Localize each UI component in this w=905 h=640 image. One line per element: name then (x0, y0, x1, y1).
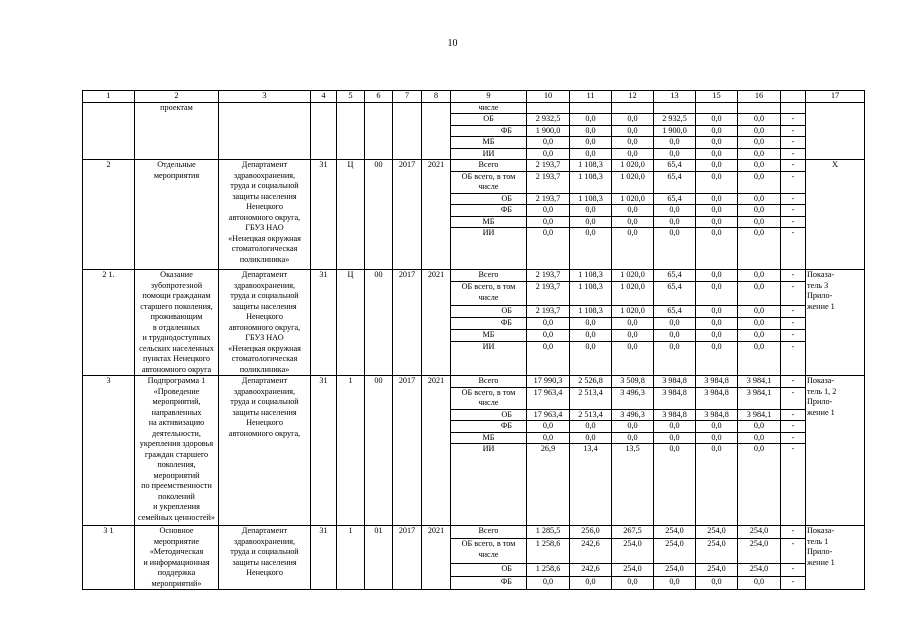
table-row (83, 270, 865, 282)
cell-source-label: ОБ (451, 409, 527, 421)
cell-source-label: ИИ (451, 444, 527, 526)
cell-dash: - (781, 342, 806, 376)
cell-value: 0,0 (570, 137, 612, 149)
cell-dash: - (781, 329, 806, 341)
cell-value: 0,0 (696, 576, 738, 589)
cell-source-label: ФБ (451, 205, 527, 217)
cell-executor: Департамент здравоохранения, труда и социальной защиты населения Ненецкого автономного округа, ГБУЗ НАО «Ненецкая окружная стоматологическая поликлиника» (219, 160, 311, 270)
cell-dash (781, 102, 806, 114)
cell-value: 1 020,0 (612, 193, 654, 205)
cell-value: 0,0 (738, 171, 781, 193)
cell-value: 0,0 (654, 432, 696, 444)
cell-value: 17 963,4 (527, 387, 570, 409)
cell-source-label: МБ (451, 137, 527, 149)
cell-value: 0,0 (696, 432, 738, 444)
cell-value: 2 193,7 (527, 282, 570, 305)
cell-name: Оказание зубопротезной помощи гражданам старшего поколения, проживающим в отдаленных и труднодоступных сельских населенных пунктах Ненецкого автономного округа (135, 270, 219, 376)
cell-value: 0,0 (738, 193, 781, 205)
cell-value: 254,0 (738, 526, 781, 539)
header-cell: 6 (365, 91, 393, 103)
header-cell: 13 (654, 91, 696, 103)
cell-c7: 2017 (393, 376, 422, 526)
cell-value: 0,0 (738, 125, 781, 137)
cell-c6: 00 (365, 376, 393, 526)
cell-dash: - (781, 305, 806, 317)
cell-source-label: МБ (451, 432, 527, 444)
cell-value: 17 963,4 (527, 409, 570, 421)
cell-source-label: МБ (451, 329, 527, 341)
cell-value: 2 526,8 (570, 376, 612, 388)
table-row (83, 160, 865, 172)
cell-source-label: ФБ (451, 421, 527, 433)
cell-value: 0,0 (570, 432, 612, 444)
cell-note: Х (806, 160, 865, 270)
cell-name: Основное мероприятие «Методическая и информационная поддержка мероприятий» (135, 526, 219, 590)
cell-value: 1 020,0 (612, 282, 654, 305)
cell-value: 0,0 (570, 216, 612, 228)
cell-value: 0,0 (696, 160, 738, 172)
cell-value: 0,0 (738, 432, 781, 444)
cell-value: 242,6 (570, 563, 612, 576)
cell-value: 0,0 (654, 576, 696, 589)
cell-value: 0,0 (738, 421, 781, 433)
cell-value: 0,0 (738, 329, 781, 341)
table-row (83, 526, 865, 539)
cell-value: 0,0 (738, 305, 781, 317)
cell-value (654, 102, 696, 114)
cell-dash: - (781, 148, 806, 160)
cell-value (527, 102, 570, 114)
cell-value: 1 020,0 (612, 160, 654, 172)
header-cell (781, 91, 806, 103)
cell-value: 0,0 (612, 317, 654, 329)
cell-value: 17 990,3 (527, 376, 570, 388)
cell-value: 0,0 (612, 421, 654, 433)
cell-c4: 31 (311, 376, 337, 526)
cell-source-label: ОБ (451, 563, 527, 576)
header-cell: 4 (311, 91, 337, 103)
cell-value: 65,4 (654, 160, 696, 172)
cell-value: 0,0 (654, 444, 696, 526)
cell-value: 2 932,5 (527, 114, 570, 126)
cell-value: 0,0 (738, 137, 781, 149)
cell-value: 0,0 (696, 270, 738, 282)
cell-source-label: ОБ всего, в том числе (451, 387, 527, 409)
cell-source-label: ИИ (451, 228, 527, 270)
cell-value: 65,4 (654, 193, 696, 205)
cell-value: 0,0 (527, 576, 570, 589)
cell-value: 2 193,7 (527, 160, 570, 172)
cell-value: 3 984,8 (696, 376, 738, 388)
cell-value: 1 108,3 (570, 160, 612, 172)
cell-value: 0,0 (696, 317, 738, 329)
cell-name: проектам (135, 102, 219, 160)
cell-value: 0,0 (570, 114, 612, 126)
cell-c5: Ц (337, 270, 365, 376)
cell-value: 0,0 (654, 205, 696, 217)
header-cell: 9 (451, 91, 527, 103)
cell-c6: 01 (365, 526, 393, 590)
table-body (83, 102, 865, 590)
cell-source-label: ОБ всего, в том числе (451, 539, 527, 564)
cell-value: 0,0 (654, 329, 696, 341)
cell-value: 0,0 (654, 342, 696, 376)
cell-source-label: Всего (451, 270, 527, 282)
cell-c8: 2021 (422, 160, 451, 270)
cell-value: 0,0 (612, 228, 654, 270)
cell-value: 2 193,7 (527, 270, 570, 282)
cell-value: 254,0 (612, 539, 654, 564)
cell-value: 0,0 (696, 444, 738, 526)
cell-dash: - (781, 539, 806, 564)
cell-dash: - (781, 125, 806, 137)
cell-value: 0,0 (696, 171, 738, 193)
cell-c4 (311, 102, 337, 160)
cell-dash: - (781, 114, 806, 126)
cell-name: Подпрограмма 1 «Проведение мероприятий, направленных на активизацию деятельности, укрепления здоровья граждан старшего поколения, мероприятий по преемственности поколений и укрепления семейных ценностей» (135, 376, 219, 526)
cell-value: 0,0 (570, 342, 612, 376)
cell-value: 0,0 (738, 270, 781, 282)
cell-value: 0,0 (654, 421, 696, 433)
cell-value: 0,0 (696, 137, 738, 149)
cell-note: Показа- тель 1, 2 Прило- жение 1 (806, 376, 865, 526)
cell-source-label: ИИ (451, 342, 527, 376)
cell-num: 2 (83, 160, 135, 270)
header-cell: 7 (393, 91, 422, 103)
cell-value: 13,4 (570, 444, 612, 526)
header-cell: 5 (337, 91, 365, 103)
cell-value: 256,0 (570, 526, 612, 539)
cell-dash: - (781, 205, 806, 217)
cell-dash: - (781, 216, 806, 228)
cell-value: 1 900,0 (654, 125, 696, 137)
cell-value: 3 984,1 (738, 409, 781, 421)
cell-value: 65,4 (654, 305, 696, 317)
cell-source-label: ОБ (451, 114, 527, 126)
header-cell: 2 (135, 91, 219, 103)
cell-c7: 2017 (393, 270, 422, 376)
cell-value: 1 108,3 (570, 171, 612, 193)
cell-name: Отдельные мероприятия (135, 160, 219, 270)
cell-note: Показа- тель 1 Прило- жение 1 (806, 526, 865, 590)
cell-value: 0,0 (527, 148, 570, 160)
cell-value: 1 020,0 (612, 270, 654, 282)
header-cell: 16 (738, 91, 781, 103)
cell-value: 0,0 (696, 282, 738, 305)
cell-c4: 31 (311, 160, 337, 270)
cell-value: 0,0 (612, 205, 654, 217)
cell-source-label: ОБ (451, 305, 527, 317)
cell-value: 0,0 (738, 282, 781, 305)
cell-value: 0,0 (570, 421, 612, 433)
cell-c6 (365, 102, 393, 160)
cell-dash: - (781, 421, 806, 433)
cell-value: 254,0 (696, 539, 738, 564)
cell-source-label: МБ (451, 216, 527, 228)
cell-value: 2 193,7 (527, 171, 570, 193)
cell-value: 0,0 (527, 421, 570, 433)
header-row (83, 91, 865, 103)
cell-dash: - (781, 193, 806, 205)
cell-c5: Ц (337, 160, 365, 270)
cell-value: 65,4 (654, 171, 696, 193)
cell-dash: - (781, 376, 806, 388)
cell-c7 (393, 102, 422, 160)
cell-value: 0,0 (612, 432, 654, 444)
table-row (83, 376, 865, 388)
cell-value: 65,4 (654, 270, 696, 282)
cell-dash: - (781, 387, 806, 409)
cell-value: 0,0 (527, 137, 570, 149)
cell-num: 3 (83, 376, 135, 526)
cell-dash: - (781, 317, 806, 329)
cell-dash: - (781, 563, 806, 576)
cell-value: 0,0 (738, 228, 781, 270)
cell-c8: 2021 (422, 526, 451, 590)
cell-executor: Департамент здравоохранения, труда и социальной защиты населения Ненецкого автономного округа, (219, 376, 311, 526)
cell-source-label: ФБ (451, 576, 527, 589)
cell-value: 0,0 (696, 205, 738, 217)
table-row (83, 102, 865, 114)
cell-c8: 2021 (422, 376, 451, 526)
cell-value: 0,0 (612, 216, 654, 228)
cell-value: 0,0 (570, 148, 612, 160)
cell-value: 0,0 (570, 317, 612, 329)
cell-value: 0,0 (527, 216, 570, 228)
header-cell: 10 (527, 91, 570, 103)
cell-source-label: ОБ всего, в том числе (451, 171, 527, 193)
cell-c8 (422, 102, 451, 160)
cell-value: 1 020,0 (612, 305, 654, 317)
cell-num (83, 102, 135, 160)
cell-value: 0,0 (570, 205, 612, 217)
cell-value: 1 285,5 (527, 526, 570, 539)
cell-value: 2 513,4 (570, 409, 612, 421)
header-cell: 11 (570, 91, 612, 103)
cell-value: 0,0 (696, 125, 738, 137)
cell-value: 0,0 (527, 329, 570, 341)
cell-value: 0,0 (527, 205, 570, 217)
cell-value: 0,0 (696, 342, 738, 376)
cell-source-label: ФБ (451, 317, 527, 329)
cell-dash: - (781, 409, 806, 421)
cell-value: 65,4 (654, 282, 696, 305)
cell-value: 3 984,8 (654, 387, 696, 409)
cell-value: 3 984,8 (696, 387, 738, 409)
cell-num: 2 1. (83, 270, 135, 376)
cell-value: 0,0 (570, 228, 612, 270)
cell-c7: 2017 (393, 160, 422, 270)
cell-value: 254,0 (738, 563, 781, 576)
cell-source-label: Всего (451, 376, 527, 388)
cell-value: 254,0 (738, 539, 781, 564)
cell-dash: - (781, 137, 806, 149)
cell-value: 0,0 (738, 148, 781, 160)
cell-value: 0,0 (738, 317, 781, 329)
header-cell: 8 (422, 91, 451, 103)
cell-source-label: ИИ (451, 148, 527, 160)
cell-value: 0,0 (696, 148, 738, 160)
cell-value: 0,0 (696, 193, 738, 205)
cell-dash: - (781, 282, 806, 305)
cell-value: 0,0 (612, 148, 654, 160)
cell-value (696, 102, 738, 114)
cell-value: 0,0 (654, 216, 696, 228)
cell-dash: - (781, 160, 806, 172)
cell-executor: Департамент здравоохранения, труда и социальной защиты населения Ненецкого автономного округа, ГБУЗ НАО «Ненецкая окружная стоматологическая поликлиника» (219, 270, 311, 376)
cell-c5: 1 (337, 526, 365, 590)
header-cell: 1 (83, 91, 135, 103)
cell-value: 0,0 (738, 576, 781, 589)
cell-value: 254,0 (696, 563, 738, 576)
cell-value: 0,0 (696, 329, 738, 341)
cell-value: 0,0 (612, 137, 654, 149)
cell-value: 2 193,7 (527, 193, 570, 205)
cell-value: 1 108,3 (570, 193, 612, 205)
cell-source-label: ОБ всего, в том числе (451, 282, 527, 305)
cell-value: 1 108,3 (570, 305, 612, 317)
cell-source-label: Всего (451, 526, 527, 539)
cell-value: 3 509,8 (612, 376, 654, 388)
cell-value: 0,0 (738, 342, 781, 376)
cell-value: 13,5 (612, 444, 654, 526)
cell-value: 0,0 (570, 329, 612, 341)
cell-value: 254,0 (654, 539, 696, 564)
cell-value: 0,0 (696, 216, 738, 228)
cell-value: 254,0 (612, 563, 654, 576)
cell-value: 254,0 (654, 563, 696, 576)
cell-value: 0,0 (527, 317, 570, 329)
header-cell: 12 (612, 91, 654, 103)
cell-dash: - (781, 444, 806, 526)
cell-value: 0,0 (654, 228, 696, 270)
cell-c8: 2021 (422, 270, 451, 376)
cell-value: 1 900,0 (527, 125, 570, 137)
cell-c5 (337, 102, 365, 160)
cell-value: 267,5 (612, 526, 654, 539)
cell-dash: - (781, 526, 806, 539)
page-number: 10 (447, 38, 458, 49)
cell-value: 0,0 (654, 137, 696, 149)
cell-executor: Департамент здравоохранения, труда и социальной защиты населения Ненецкого (219, 526, 311, 590)
cell-c6: 00 (365, 160, 393, 270)
cell-value: 26,9 (527, 444, 570, 526)
cell-value: 0,0 (612, 329, 654, 341)
cell-value: 1 020,0 (612, 171, 654, 193)
cell-value: 0,0 (612, 576, 654, 589)
cell-value: 3 496,3 (612, 387, 654, 409)
cell-value: 0,0 (696, 305, 738, 317)
cell-num: 3 1 (83, 526, 135, 590)
cell-c4: 31 (311, 270, 337, 376)
cell-dash: - (781, 228, 806, 270)
header-cell: 17 (806, 91, 865, 103)
cell-value: 3 984,8 (696, 409, 738, 421)
cell-value: 0,0 (612, 125, 654, 137)
cell-value: 0,0 (527, 342, 570, 376)
cell-dash: - (781, 576, 806, 589)
cell-dash: - (781, 270, 806, 282)
cell-value: 0,0 (527, 228, 570, 270)
header-cell: 15 (696, 91, 738, 103)
cell-value: 0,0 (612, 114, 654, 126)
cell-value: 0,0 (570, 125, 612, 137)
cell-value: 0,0 (696, 421, 738, 433)
cell-value: 3 984,8 (654, 376, 696, 388)
cell-value: 2 513,4 (570, 387, 612, 409)
cell-note: Показа- тель 3 Прило- жение 1 (806, 270, 865, 376)
cell-value: 1 258,6 (527, 539, 570, 564)
cell-value: 0,0 (696, 114, 738, 126)
cell-value: 1 108,3 (570, 282, 612, 305)
cell-value: 242,6 (570, 539, 612, 564)
cell-executor (219, 102, 311, 160)
cell-source-label: ОБ (451, 193, 527, 205)
cell-value: 0,0 (654, 317, 696, 329)
cell-source-label: Всего (451, 160, 527, 172)
cell-value: 3 984,8 (654, 409, 696, 421)
cell-value: 0,0 (654, 148, 696, 160)
cell-value (570, 102, 612, 114)
cell-value: 3 984,1 (738, 387, 781, 409)
cell-value: 1 258,6 (527, 563, 570, 576)
cell-value: 3 984,1 (738, 376, 781, 388)
cell-value: 2 193,7 (527, 305, 570, 317)
cell-dash: - (781, 432, 806, 444)
cell-value: 2 932,5 (654, 114, 696, 126)
cell-source-label: числе (451, 102, 527, 114)
cell-value: 0,0 (612, 342, 654, 376)
cell-value: 0,0 (696, 228, 738, 270)
cell-value (738, 102, 781, 114)
cell-c4: 31 (311, 526, 337, 590)
cell-c6: 00 (365, 270, 393, 376)
cell-value: 0,0 (738, 444, 781, 526)
cell-value: 3 496,3 (612, 409, 654, 421)
cell-value: 254,0 (654, 526, 696, 539)
cell-value: 0,0 (738, 114, 781, 126)
cell-value: 0,0 (527, 432, 570, 444)
cell-value (612, 102, 654, 114)
cell-value: 0,0 (738, 160, 781, 172)
cell-value: 1 108,3 (570, 270, 612, 282)
cell-source-label: ФБ (451, 125, 527, 137)
cell-note (806, 102, 865, 160)
cell-value: 254,0 (696, 526, 738, 539)
header-cell: 3 (219, 91, 311, 103)
cell-value: 0,0 (738, 205, 781, 217)
cell-c7: 2017 (393, 526, 422, 590)
budget-table (82, 90, 865, 590)
cell-c5: 1 (337, 376, 365, 526)
cell-value: 0,0 (738, 216, 781, 228)
cell-value: 0,0 (570, 576, 612, 589)
cell-dash: - (781, 171, 806, 193)
